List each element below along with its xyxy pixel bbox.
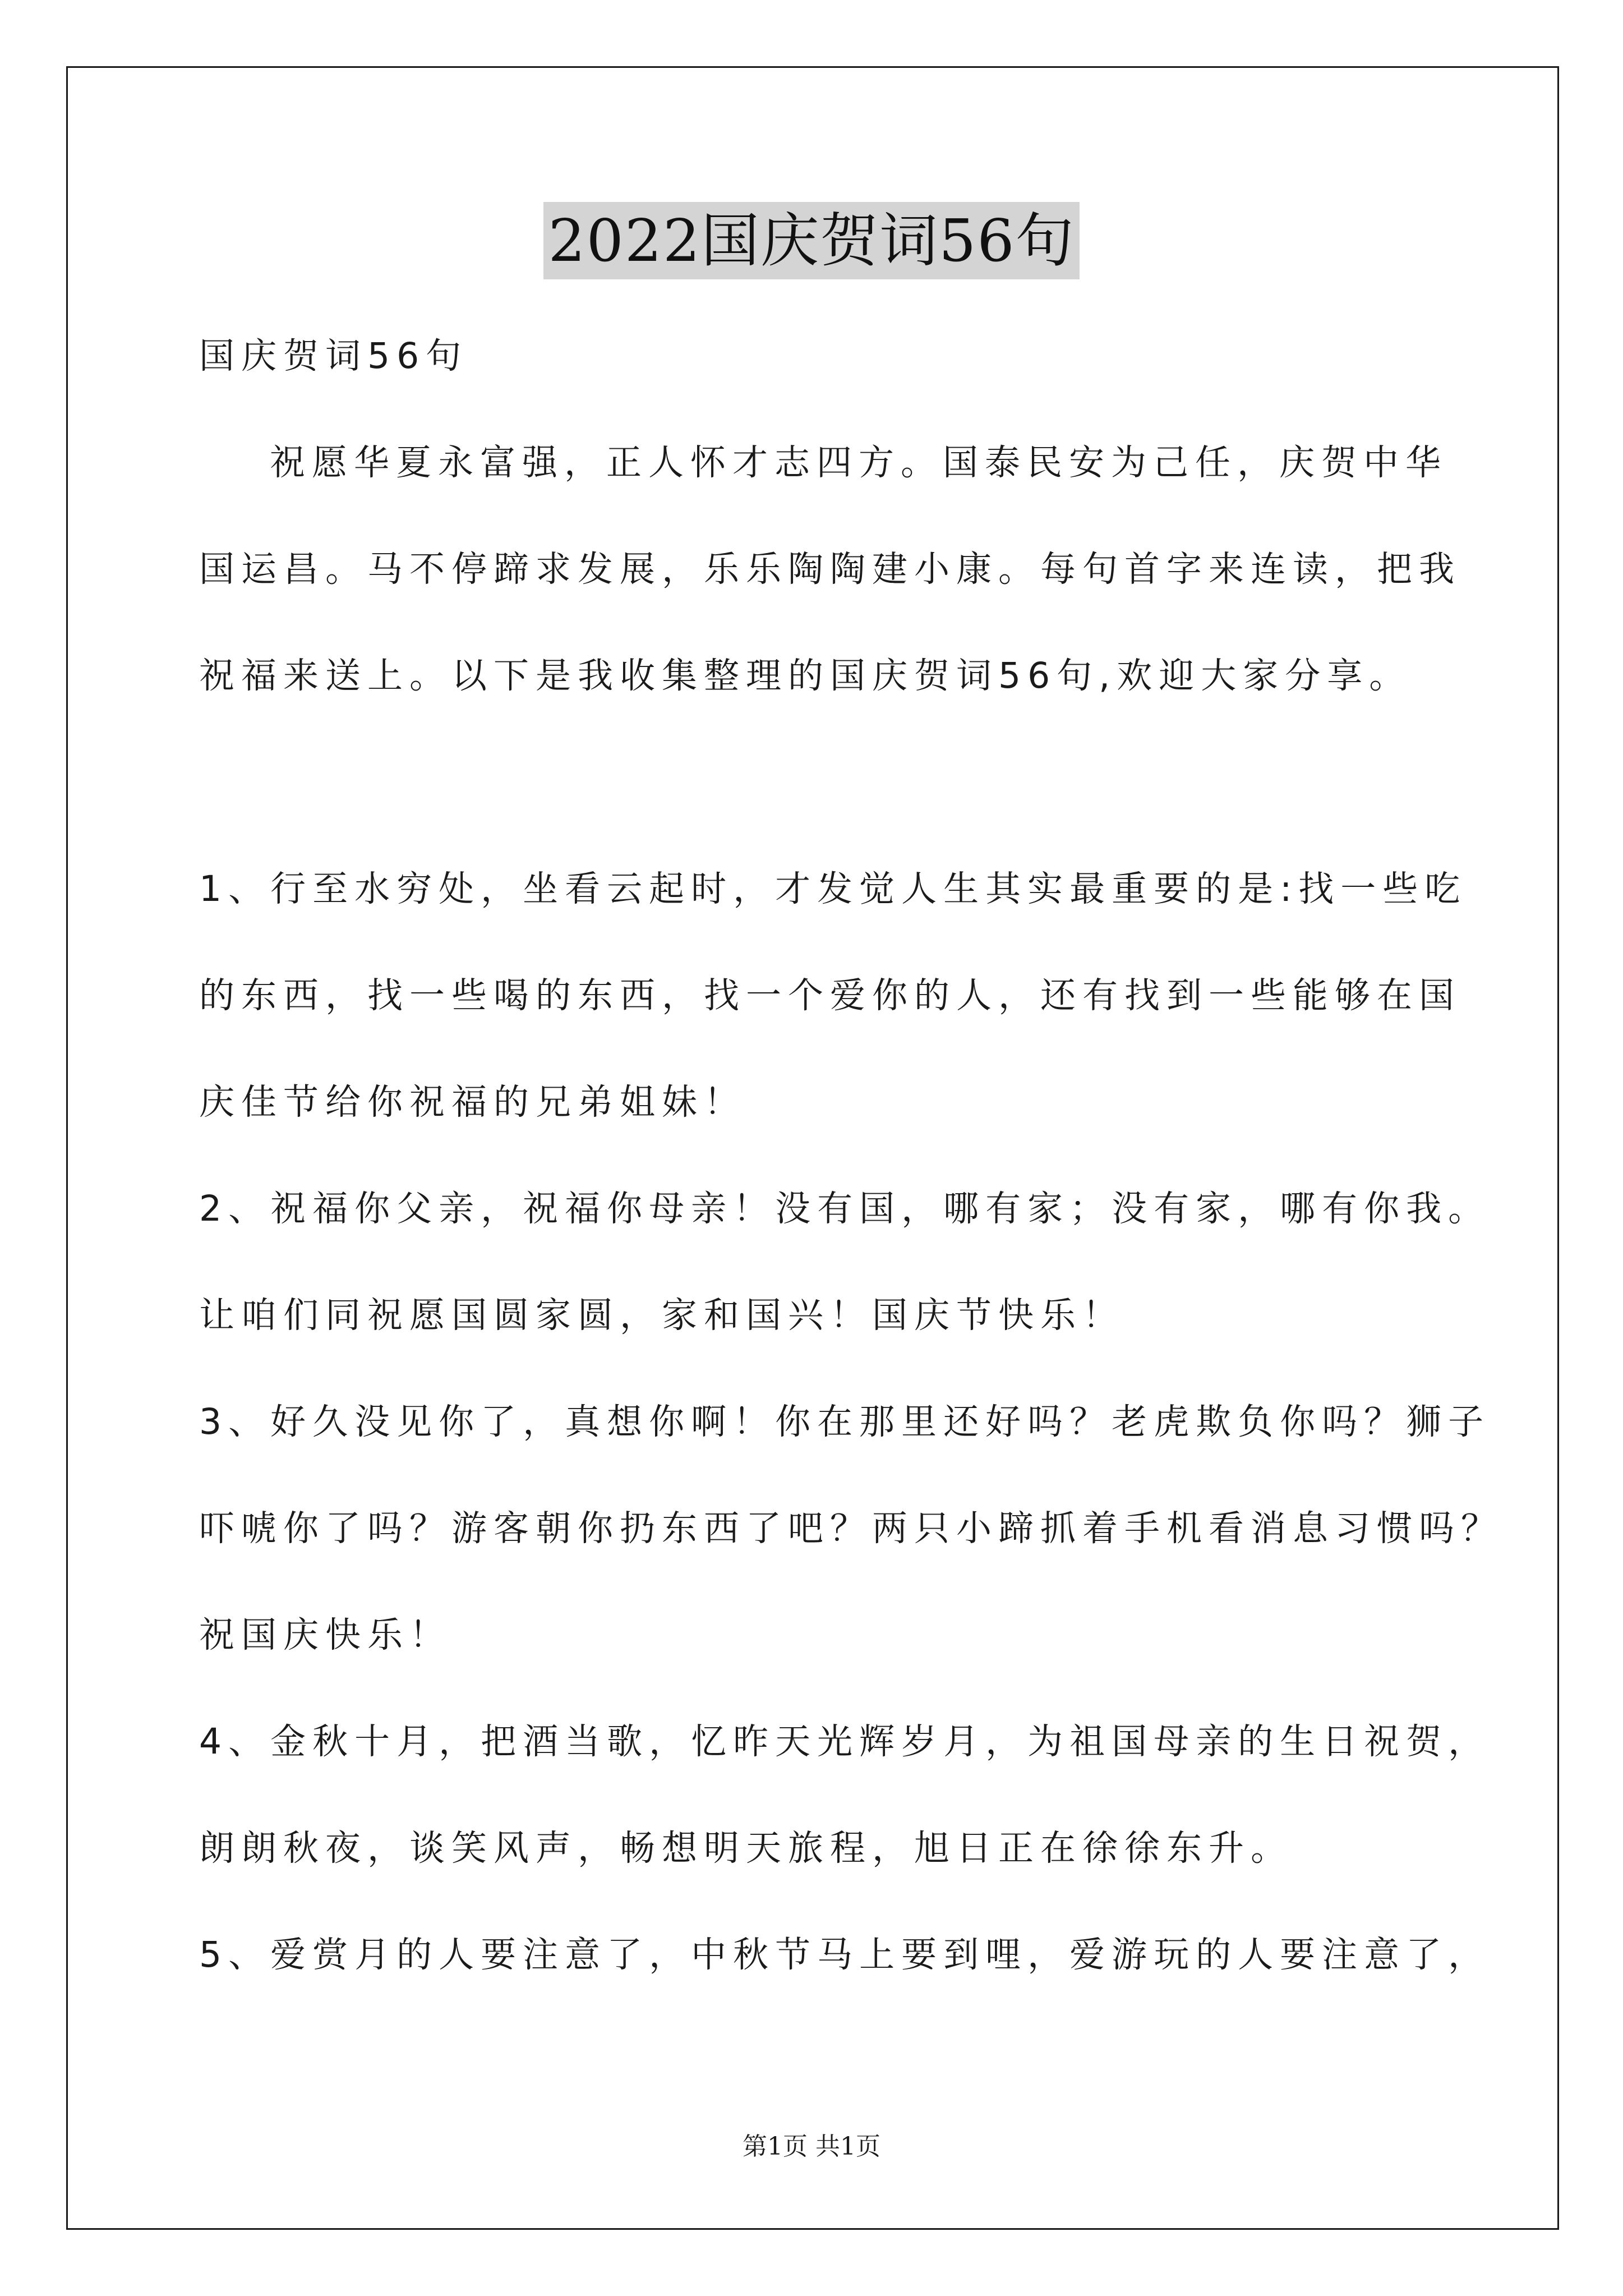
item-4-line: 朗朗秋夜，谈笑风声，畅想明天旅程，旭日正在徐徐东升。 [199,1828,1293,1869]
item-1-line: 庆佳节给你祝福的兄弟姐妹！ [199,1082,746,1122]
item-2-line: 2、祝福你父亲，祝福你母亲！没有国，哪有家；没有家，哪有你我。 [199,1188,1491,1229]
title-container [0,202,1623,279]
document-title: 2022国庆贺词56句 [543,202,1079,279]
subtitle: 国庆贺词56句 [199,335,468,376]
item-3-line: 3、好久没见你了，真想你啊！你在那里还好吗？老虎欺负你吗？狮子 [199,1401,1491,1442]
item-3-line: 祝国庆快乐！ [199,1614,451,1655]
intro-line: 国运昌。马不停蹄求发展，乐乐陶陶建小康。每句首字来连读，把我 [199,549,1461,590]
item-2-line: 让咱们同祝愿国圆家圆，家和国兴！国庆节快乐！ [199,1295,1124,1336]
item-1-line: 1、行至水穷处，坐看云起时，才发觉人生其实最重要的是:找一些吃 [199,868,1467,909]
item-3-line: 吓唬你了吗？游客朝你扔东西了吧？两只小蹄抓着手机看消息习惯吗？ [199,1508,1503,1549]
item-1-line: 的东西，找一些喝的东西，找一个爱你的人，还有找到一些能够在国 [199,975,1461,1016]
item-4-line: 4、金秋十月，把酒当歌，忆昨天光辉岁月，为祖国母亲的生日祝贺， [199,1721,1491,1762]
paragraph-gap [199,729,1433,836]
document-body [199,303,1503,2008]
intro-line: 祝愿华夏永富强，正人怀才志四方。国泰民安为己任，庆贺中华 [270,442,1447,483]
item-5-line: 5、爱赏月的人要注意了，中秋节马上要到哩，爱游玩的人要注意了， [199,1934,1491,1975]
page-footer: 第1页 共1页 [743,2132,880,2161]
intro-line: 祝福来送上。以下是我收集整理的国庆贺词56句,欢迎大家分享。 [199,655,1412,696]
